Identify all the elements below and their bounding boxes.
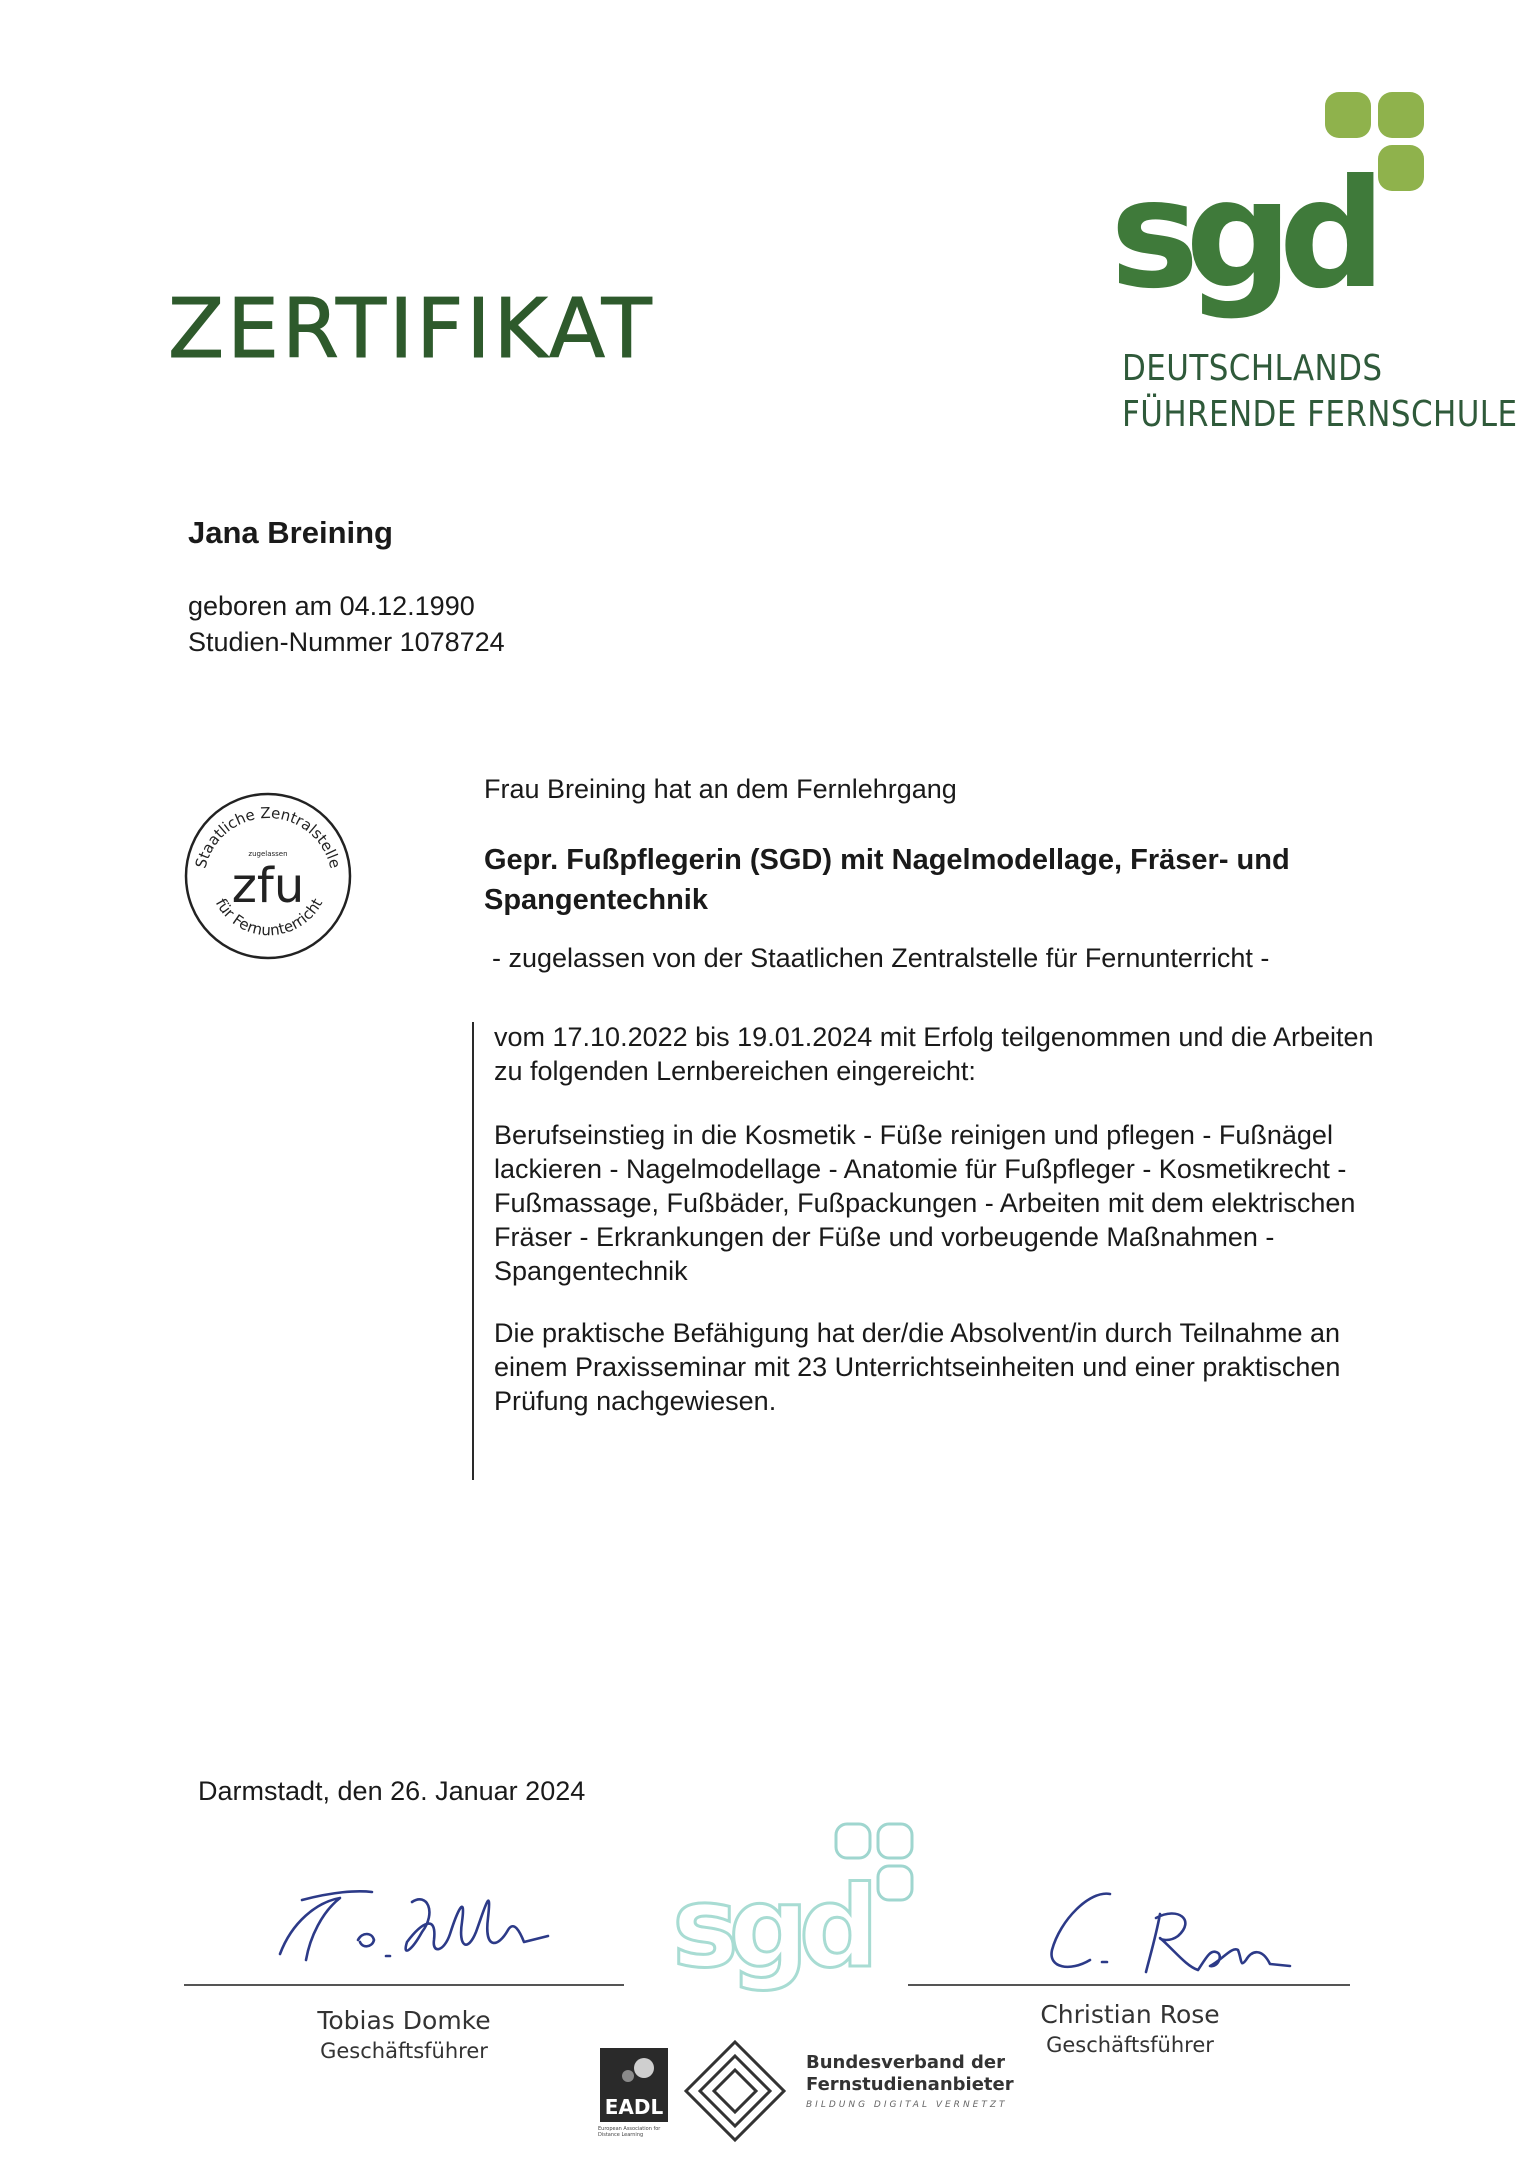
completion-line-2: zu folgenden Lernbereichen eingereicht: [494,1056,976,1086]
recipient-name: Jana Breining [188,515,393,550]
margin-rule [472,1022,474,1480]
bdf-line-2: Fernstudienanbieter [806,2074,1014,2095]
tagline-line-1: DEUTSCHLANDS [1122,348,1383,389]
bdf-diamond-logo [680,2036,790,2146]
signature-line-left [184,1984,624,1986]
signature-christian-rose [1010,1880,1310,1990]
learning-areas-paragraph [494,1118,1444,1288]
eadl-logo [598,2046,670,2156]
logo-wordmark: sgd [1110,148,1373,322]
watermark-wordmark: sgd [672,1863,870,1993]
seal-mark: zfu [231,858,305,914]
place-and-date: Darmstadt, den 26. Januar 2024 [198,1776,586,1806]
completion-paragraph [494,1020,1444,1088]
approval-note: - zugelassen von der Staatlichen Zentralstelle für Fernunterricht - [492,943,1270,973]
signer-right [980,2000,1280,2057]
logo-square-1 [1325,92,1371,138]
logo-square-2 [1378,92,1424,138]
bdf-line-1: Bundesverband der [806,2052,1005,2073]
seal-small-text: zugelassen [248,850,288,858]
learning-areas-line-1: Berufseinstieg in die Kosmetik - Füße reinigen und pflegen - Fußnägel [494,1120,1333,1150]
eadl-caption: European Association for Distance Learning [598,2126,661,2138]
birth-date: geboren am 04.12.1990 [188,591,475,621]
signer-right-name: Christian Rose [1040,2000,1220,2029]
signature-tobias-domke [262,1862,562,1972]
seal-top-text: Staatliche Zentralstelle [191,803,345,871]
bdf-wordmark [806,2052,1014,2110]
learning-areas-line-5: Spangentechnik [494,1256,688,1286]
signer-left [254,2006,554,2063]
signer-right-role: Geschäftsführer [1046,2033,1214,2057]
watermark-square-3 [878,1866,912,1900]
tagline [1122,346,1517,438]
signer-left-role: Geschäftsführer [320,2039,488,2063]
learning-areas-line-3: Fußmassage, Fußbäder, Fußpackungen - Arbeiten mit dem elektrischen [494,1188,1356,1218]
seal-bottom-text: für Fernunterricht [211,895,327,940]
certificate-title: ZERTIFIKAT [168,282,655,377]
signature-line-right [908,1984,1350,1986]
signer-left-name: Tobias Domke [317,2006,491,2035]
practical-line-1: Die praktische Befähigung hat der/die Absolvent/in durch Teilnahme an [494,1318,1341,1348]
recipient-details [188,588,505,660]
zfu-seal [182,790,354,962]
bdf-claim: BILDUNG DIGITAL VERNETZT [806,2100,1008,2110]
course-title [484,840,1424,920]
learning-areas-line-2: lackieren - Nagelmodellage - Anatomie für Fußpfleger - Kosmetikrecht - [494,1154,1347,1184]
practical-line-2: einem Praxisseminar mit 23 Unterrichtseinheiten und einer praktischen [494,1352,1341,1382]
sgd-logo [1110,90,1450,330]
learning-areas-line-4: Fräser - Erkrankungen der Füße und vorbeugende Maßnahmen - [494,1222,1275,1252]
watermark-square-2 [878,1824,912,1858]
practical-line-3: Prüfung nachgewiesen. [494,1386,777,1416]
intro-text: Frau Breining hat an dem Fernlehrgang [484,774,957,804]
eadl-label: EADL [604,2095,664,2119]
practical-paragraph [494,1316,1444,1418]
course-title-line-1: Gepr. Fußpflegerin (SGD) mit Nagelmodellage, Fräser- und [484,844,1290,876]
tagline-line-2: FÜHRENDE FERNSCHULE [1122,394,1518,435]
sgd-watermark-logo [668,1820,938,2020]
watermark-square-1 [836,1824,870,1858]
completion-line-1: vom 17.10.2022 bis 19.01.2024 mit Erfolg teilgenommen und die Arbeiten [494,1022,1374,1052]
logo-square-3 [1378,145,1424,191]
student-number: Studien-Nummer 1078724 [188,627,505,657]
course-title-line-2: Spangentechnik [484,884,708,916]
